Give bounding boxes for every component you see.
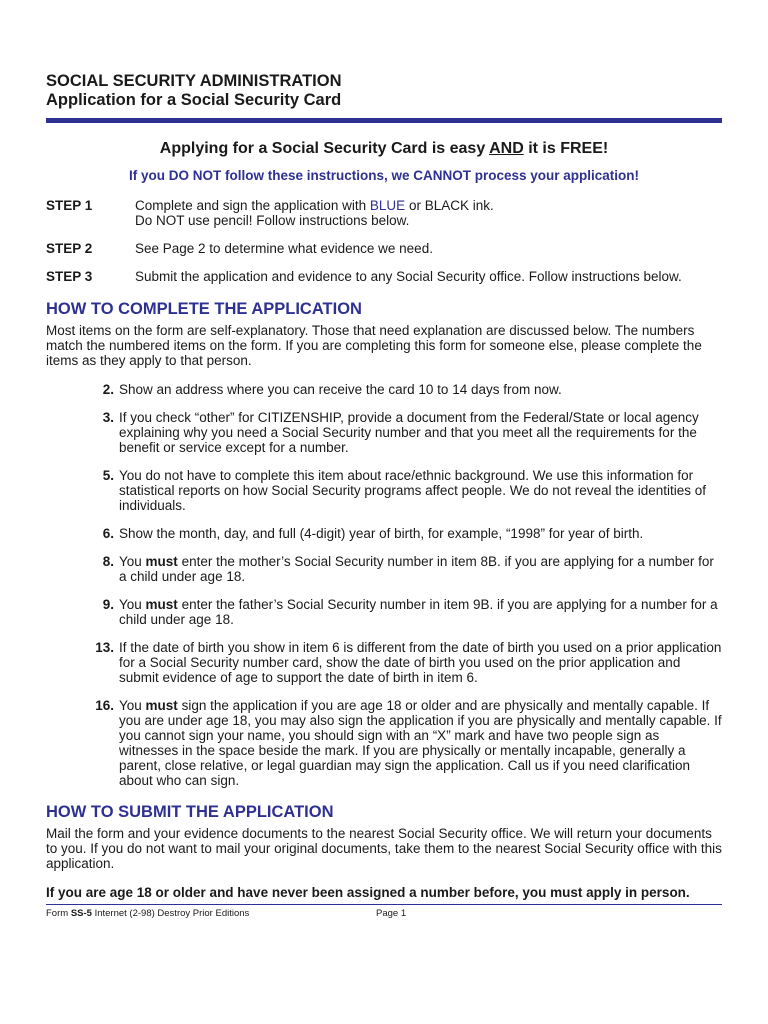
step-label: STEP 3 bbox=[46, 269, 93, 284]
step-text: See Page 2 to determine what evidence we need. bbox=[135, 241, 433, 256]
item-text: If you check “other” for CITIZENSHIP, provide a document from the Federal/State or local agency explaining why you need a Social Security number and that you meet all the requirements for the benefit or service except for a number. bbox=[119, 410, 699, 455]
step-2 bbox=[46, 241, 722, 256]
item-text bbox=[114, 597, 722, 627]
item-text-pre: You bbox=[119, 554, 146, 569]
headline-after: it is FREE! bbox=[523, 140, 609, 157]
complete-intro: Most items on the form are self-explanatory. Those that need explanation are discussed below. The numbers match the numbered items on the form. If you are completing this form for someone else, please complete the items as they apply to that person. bbox=[46, 323, 702, 368]
item-number: 9. bbox=[102, 597, 114, 612]
submit-bold-note: If you are age 18 or older and have never been assigned a number before, you must apply in person. bbox=[46, 885, 690, 900]
item-text-post: sign the application if you are age 18 or older and are physically and mentally capable. If you are under age 18, you may also sign the application if you are physically and mentally capable. If you cannot sign your name, you should sign with an “X” mark and have two people sign as witnesses in the space beside the mark. If you are physically or mentally incapable, generally a parent, close relative, or legal guardian may sign the application. Call us if you need clarification about who can sign. bbox=[119, 698, 722, 788]
form-title: Application for a Social Security Card bbox=[46, 91, 342, 109]
item-number: 6. bbox=[102, 526, 114, 541]
warning-text: If you DO NOT follow these instructions, we CANNOT process your application! bbox=[128, 168, 640, 183]
item-number: 13. bbox=[95, 640, 114, 655]
list-item bbox=[46, 382, 722, 397]
list-item bbox=[46, 640, 722, 685]
item-number: 3. bbox=[102, 410, 114, 425]
footer bbox=[46, 908, 722, 919]
step-1-line2: Do NOT use pencil! Follow instructions below. bbox=[135, 213, 410, 228]
headline bbox=[46, 139, 722, 158]
section-heading-submit: HOW TO SUBMIT THE APPLICATION bbox=[46, 803, 334, 821]
headline-before: Applying for a Social Security Card is easy bbox=[159, 140, 490, 157]
headline-emph: AND bbox=[489, 140, 524, 157]
header-rule bbox=[46, 118, 722, 123]
item-number: 8. bbox=[102, 554, 114, 569]
step-1 bbox=[46, 198, 722, 228]
item-number: 2. bbox=[102, 382, 114, 397]
step-1-text-b: or BLACK ink. bbox=[405, 198, 494, 213]
step-label: STEP 2 bbox=[46, 241, 93, 256]
step-label: STEP 1 bbox=[46, 198, 93, 213]
footer-rule bbox=[46, 904, 722, 905]
item-text-post: enter the mother’s Social Security number in item 8B. if you are applying for a number for a child under age 18. bbox=[119, 554, 714, 584]
step-text: Submit the application and evidence to any Social Security office. Follow instructions below. bbox=[135, 269, 682, 284]
step-1-text-a: Complete and sign the application with bbox=[135, 198, 370, 213]
list-item bbox=[46, 526, 722, 541]
item-text bbox=[114, 698, 722, 788]
item-text-pre: You bbox=[119, 597, 146, 612]
item-text-post: enter the father’s Social Security number in item 9B. if you are applying for a number for a child under age 18. bbox=[119, 597, 718, 627]
item-text-bold: must bbox=[145, 597, 178, 612]
item-text: Show the month, day, and full (4-digit) year of birth, for example, “1998” for year of birth. bbox=[119, 526, 644, 541]
footer-form-suffix: Internet (2-98) Destroy Prior Editions bbox=[91, 908, 250, 919]
step-text bbox=[135, 198, 722, 228]
footer-page-number: Page 1 bbox=[376, 908, 407, 919]
submit-intro: Mail the form and your evidence documents to the nearest Social Security office. We will return your documents to you. If you do not want to mail your original documents, take them to the nearest Social Security office with this application. bbox=[46, 826, 722, 871]
list-item bbox=[46, 554, 722, 584]
item-number: 5. bbox=[102, 468, 114, 483]
item-text: Show an address where you can receive the card 10 to 14 days from now. bbox=[119, 382, 562, 397]
list-item bbox=[46, 698, 722, 788]
item-text-bold: must bbox=[145, 554, 178, 569]
list-item bbox=[46, 410, 722, 455]
footer-form-id bbox=[46, 908, 376, 919]
item-text: You do not have to complete this item about race/ethnic background. We use this information for statistical reports on how Social Security programs affect people. We do not reveal the identities of individuals. bbox=[119, 468, 707, 513]
item-text-bold: must bbox=[145, 698, 178, 713]
document-page bbox=[46, 72, 722, 919]
agency-name: SOCIAL SECURITY ADMINISTRATION bbox=[46, 72, 342, 90]
footer-form-number: SS-5 bbox=[70, 908, 92, 919]
item-text-pre: You bbox=[119, 698, 146, 713]
footer-form-prefix: Form bbox=[46, 908, 71, 919]
item-number: 16. bbox=[95, 698, 114, 713]
step-1-blue: BLUE bbox=[369, 198, 406, 213]
section-heading-complete: HOW TO COMPLETE THE APPLICATION bbox=[46, 300, 362, 318]
item-text bbox=[114, 554, 722, 584]
list-item bbox=[46, 468, 722, 513]
list-item bbox=[46, 597, 722, 627]
item-text: If the date of birth you show in item 6 is different from the date of birth you used on a prior application for a Social Security number card, show the date of birth you used on the prior application and submit evidence of age to support the date of birth in item 6. bbox=[119, 640, 722, 685]
step-3 bbox=[46, 269, 722, 284]
